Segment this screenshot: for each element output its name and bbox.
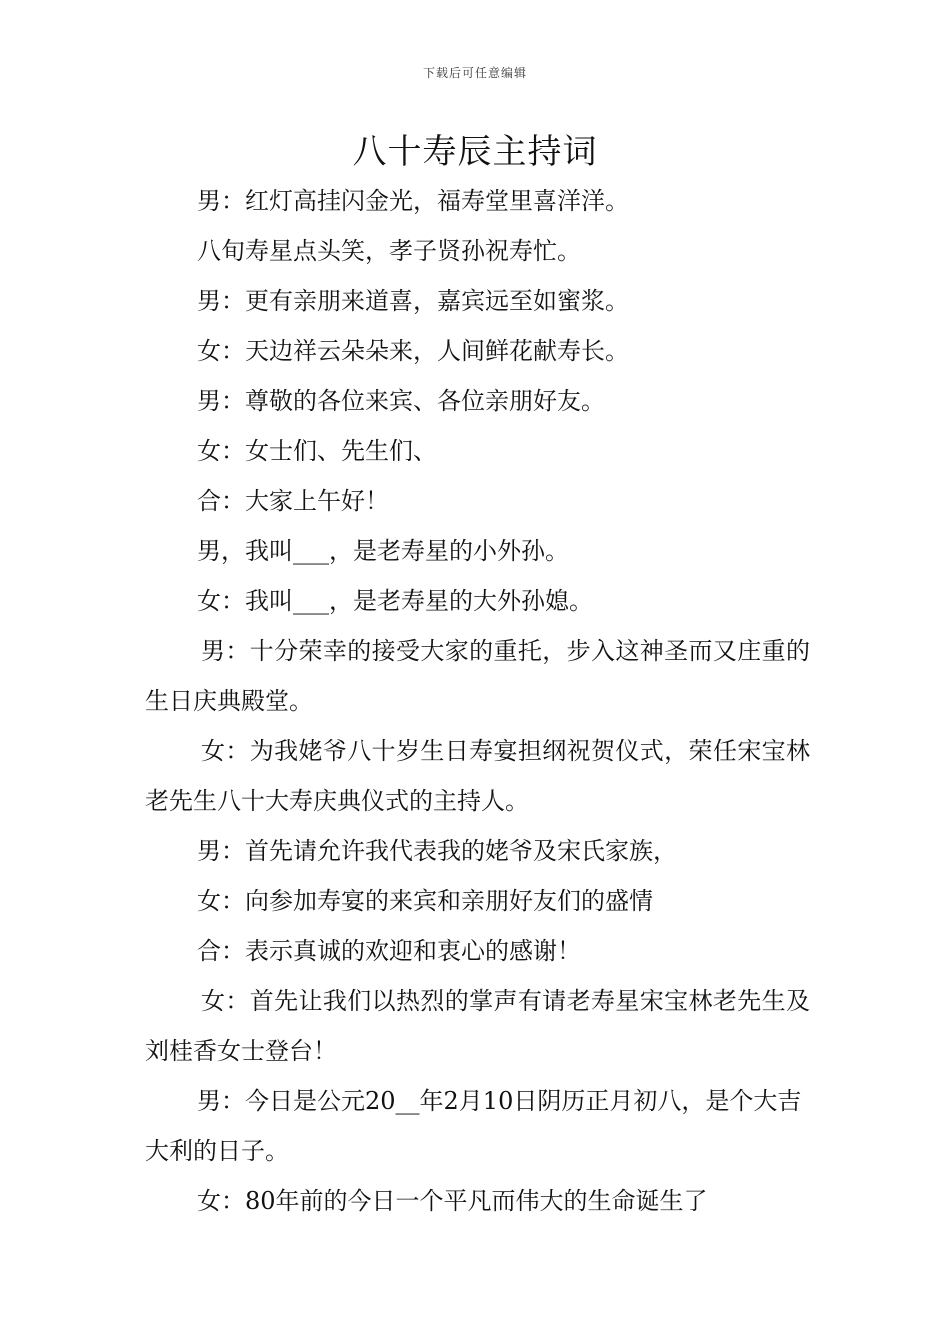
- paragraph: 女：向参加寿宴的来宾和亲朋好友们的盛情: [197, 887, 653, 915]
- paragraph: 男：尊敬的各位来宾、各位亲朋好友。: [197, 387, 605, 415]
- paragraph: 女：80年前的今日一个平凡而伟大的生命诞生了: [197, 1187, 708, 1215]
- paragraph: 男：十分荣幸的接受大家的重托，步入这神圣而又庄重的生日庆典殿堂。: [145, 637, 810, 715]
- paragraph: 八旬寿星点头笑，孝子贤孙祝寿忙。: [197, 237, 581, 265]
- paragraph: 女：我叫___，是老寿星的大外孙媳。: [197, 587, 593, 615]
- paragraph: 合：大家上午好！: [197, 487, 389, 515]
- paragraph: 男：今日是公元20__年2月10日阴历正月初八，是个大吉大利的日子。: [145, 1087, 802, 1165]
- paragraph: 合：表示真诚的欢迎和衷心的感谢！: [197, 937, 581, 965]
- paragraph: 女：为我姥爷八十岁生日寿宴担纲祝贺仪式，荣任宋宝林老先生八十大寿庆典仪式的主持人。: [145, 737, 810, 815]
- document-body: [145, 176, 810, 1226]
- paragraph: 男，我叫___，是老寿星的小外孙。: [197, 537, 569, 565]
- document-title: 八十寿辰主持词: [352, 132, 598, 172]
- paragraph: 女：天边祥云朵朵来，人间鲜花献寿长。: [197, 337, 629, 365]
- paragraph: 男：更有亲朋来道喜，嘉宾远至如蜜浆。: [197, 287, 629, 315]
- paragraph: 女：首先让我们以热烈的掌声有请老寿星宋宝林老先生及刘桂香女士登台！: [145, 987, 810, 1065]
- header-note: 下载后可任意编辑: [422, 66, 527, 80]
- paragraph: 男：首先请允许我代表我的姥爷及宋氏家族，: [197, 837, 677, 865]
- paragraph: 女：女士们、先生们、: [197, 437, 437, 465]
- paragraph: 男：红灯高挂闪金光，福寿堂里喜洋洋。: [197, 187, 629, 215]
